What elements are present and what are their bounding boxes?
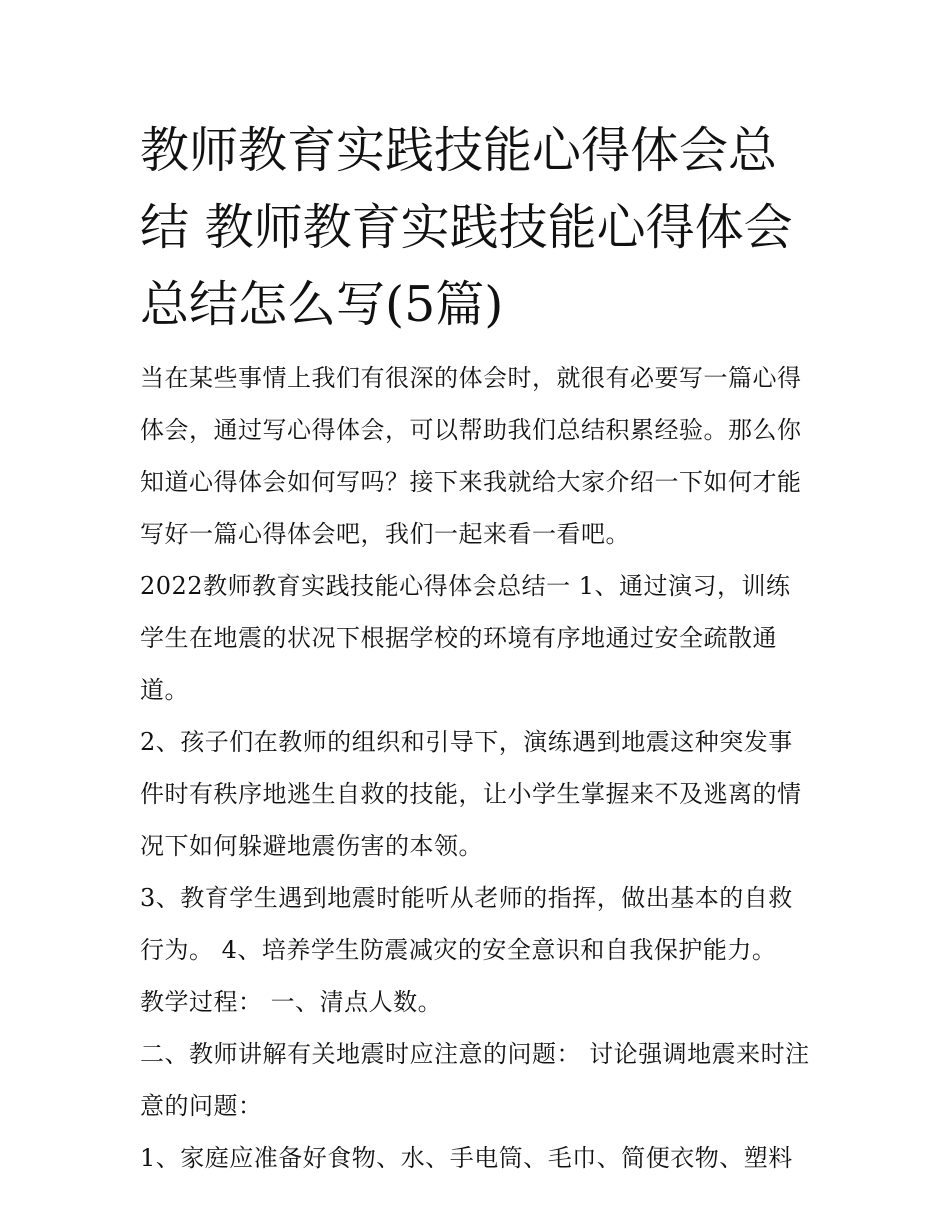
paragraph: 2022教师教育实践技能心得体会总结一 1、通过演习，训练学生在地震的状况下根据学校的环境有序地通过安全疏散通道。 [140, 572, 791, 704]
paragraph: 教学过程： 一、清点人数。 [140, 988, 443, 1016]
document-body [140, 352, 812, 1184]
document-title: 教师教育实践技能心得体会总结 教师教育实践技能心得体会总结怎么写(5篇) [140, 122, 793, 333]
paragraph: 3、教育学生遇到地震时能听从老师的指挥，做出基本的自救行为。 4、培养学生防震减灾的安全意识和自我保护能力。 [140, 884, 793, 964]
paragraph: 1、家庭应准备好食物、水、手电筒、毛巾、简便衣物、塑料 [140, 1144, 793, 1172]
paragraph: 二、教师讲解有关地震时应注意的问题： 讨论强调地震来时注意的问题： [140, 1040, 810, 1120]
paragraph: 2、孩子们在教师的组织和引导下，演练遇到地震这种突发事件时有秩序地逃生自救的技能，让小学生掌握来不及逃离的情况下如何躲避地震伤害的本领。 [140, 728, 802, 860]
intro-paragraph: 当在某些事情上我们有很深的体会时，就很有必要写一篇心得体会，通过写心得体会，可以帮助我们总结积累经验。那么你知道心得体会如何写吗？接下来我就给大家介绍一下如何才能写好一篇心得体会吧，我们一起来看一看吧。 [140, 364, 802, 548]
